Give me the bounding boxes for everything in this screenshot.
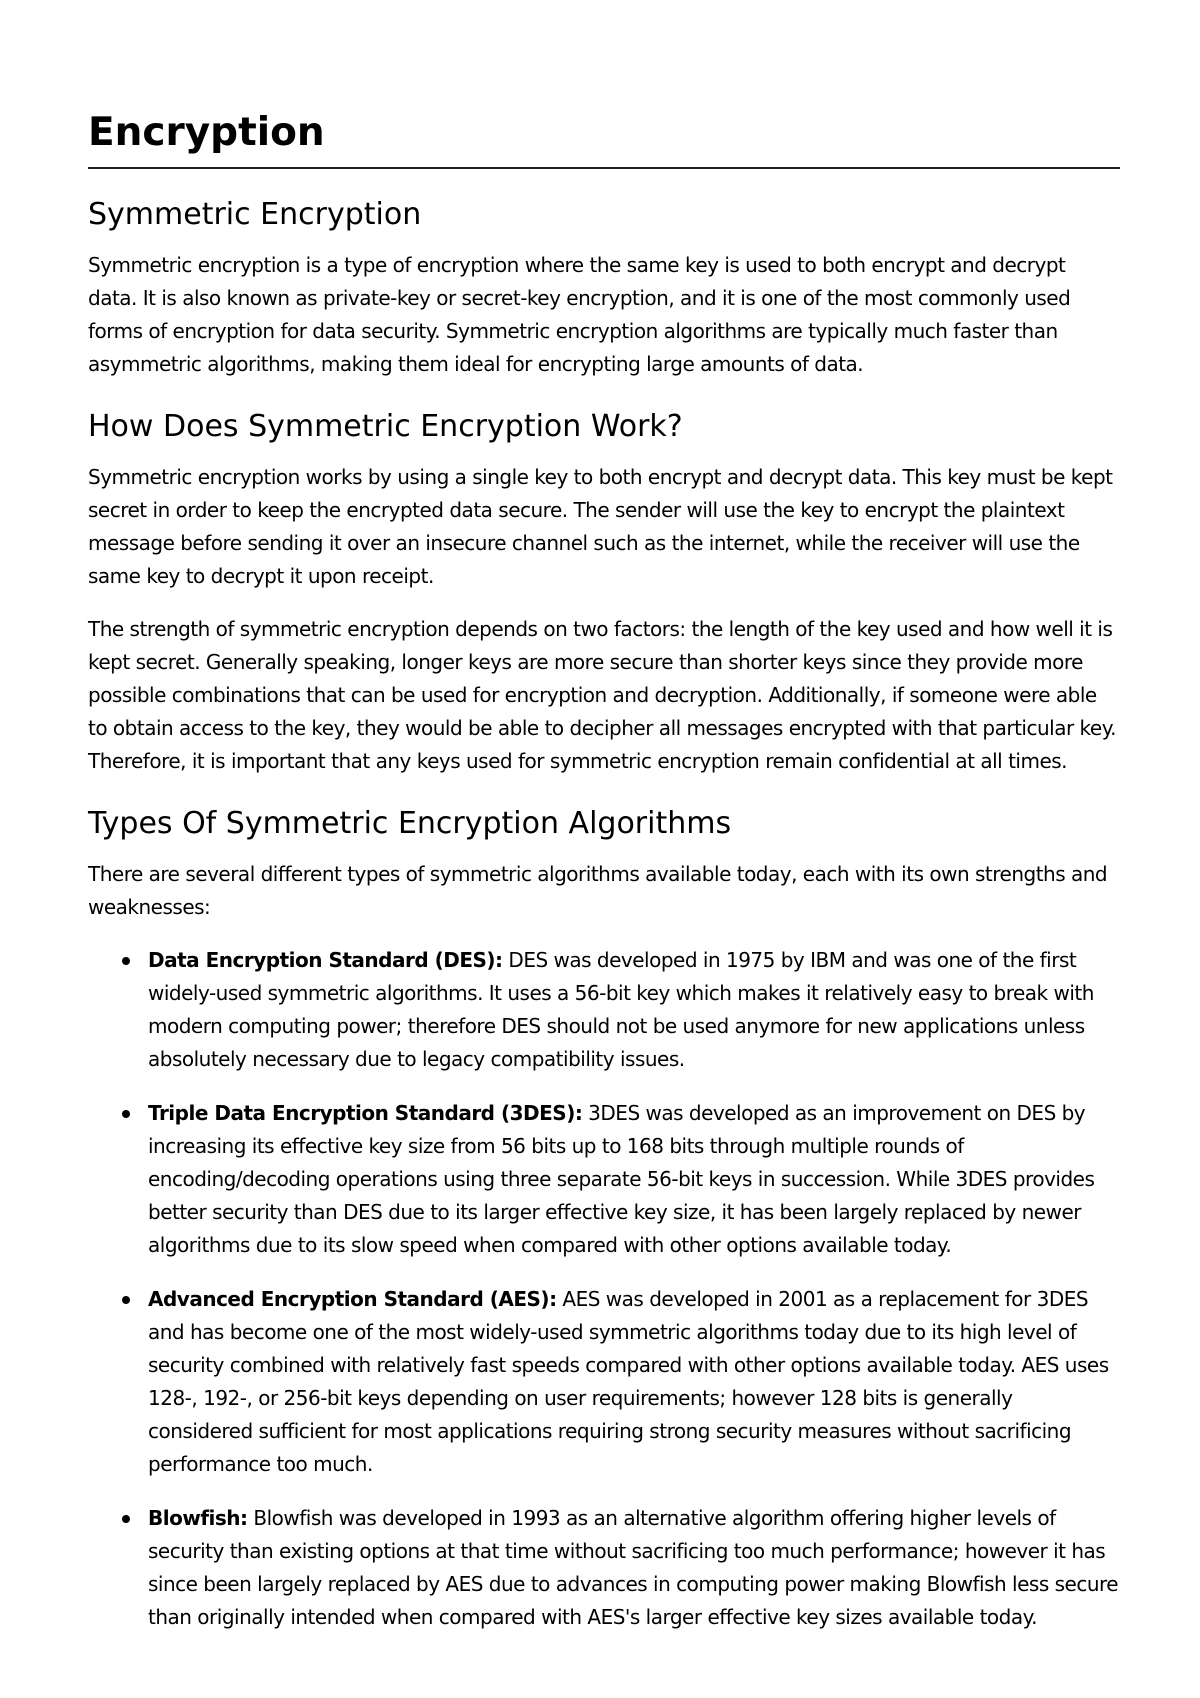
list-item-text: Blowfish was developed in 1993 as an alternative algorithm offering higher levels of security than existing options at that time without sacrificing too much performance; however it has since been largely replaced by AES due to advances in computing power making Blowfish less secure than originally intended when compared with AES's larger effective key sizes available today. xyxy=(148,1505,1119,1629)
paragraph-symmetric-intro: Symmetric encryption is a type of encryption where the same key is used to both encrypt and decrypt data. It is also known as private-key or secret-key encryption, and it is one of the most commonly used forms of encryption for data security. Symmetric encryption algorithms are typically much faster than asymmetric algorithms, making them ideal for encrypting large amounts of data. xyxy=(88,252,1071,376)
list-item-text: DES was developed in 1975 by IBM and was one of the first widely-used symmetric algorithms. It uses a 56-bit key which makes it relatively easy to break with modern computing power; therefore DES should not be used anymore for new applications unless absolutely necessary due to legacy compatibility issues. xyxy=(148,947,1094,1071)
section-heading-how-it-works: How Does Symmetric Encryption Work? xyxy=(88,408,683,444)
list-item-term: Data Encryption Standard (DES): xyxy=(148,947,503,972)
list-item-aes xyxy=(148,1283,1120,1481)
paragraph-how-it-works: Symmetric encryption works by using a single key to both encrypt and decrypt data. This key must be kept secret in order to keep the encrypted data secure. The sender will use the key to encrypt the plaintext message before sending it over an insecure channel such as the internet, while the receiver will use the same key to decrypt it upon receipt. xyxy=(88,464,1113,588)
list-item-term: Blowfish: xyxy=(148,1505,248,1530)
page-title: Encryption xyxy=(88,112,1120,169)
list-item-text: 3DES was developed as an improvement on DES by increasing its effective key size from 56 bits up to 168 bits through multiple rounds of encoding/decoding operations using three separate 56-bit keys in succession. While 3DES provides better security than DES due to its larger effective key size, it has been largely replaced by newer algorithms due to its slow speed when compared with other options available today. xyxy=(148,1100,1095,1257)
list-item-term: Advanced Encryption Standard (AES): xyxy=(148,1286,557,1311)
bullet-icon xyxy=(122,1296,130,1304)
paragraph-algorithm-types-intro: There are several different types of symmetric algorithms available today, each with its own strengths and weaknesses: xyxy=(88,861,1108,919)
algorithm-list xyxy=(88,944,1120,1634)
list-item-term: Triple Data Encryption Standard (3DES): xyxy=(148,1100,583,1125)
bullet-icon xyxy=(122,1110,130,1118)
paragraph-key-strength: The strength of symmetric encryption depends on two factors: the length of the key used and how well it is kept secret. Generally speaking, longer keys are more secure than shorter keys since they provide more possible combinations that can be used for encryption and decryption. Additionally, if someone were able to obtain access to the key, they would be able to decipher all messages encrypted with that particular key. Therefore, it is important that any keys used for symmetric encryption remain confidential at all times. xyxy=(88,616,1117,773)
section-heading-algorithm-types: Types Of Symmetric Encryption Algorithms xyxy=(88,805,732,841)
list-item-3des xyxy=(148,1097,1120,1262)
list-item-blowfish xyxy=(148,1502,1120,1634)
list-item-des xyxy=(148,944,1120,1076)
list-item-text: AES was developed in 2001 as a replacement for 3DES and has become one of the most widely-used symmetric algorithms today due to its high level of security combined with relatively fast speeds compared with other options available today. AES uses 128-, 192-, or 256-bit keys depending on user requirements; however 128 bits is generally considered sufficient for most applications requiring strong security measures without sacrificing performance too much. xyxy=(148,1286,1109,1476)
bullet-icon xyxy=(122,957,130,965)
section-heading-symmetric-encryption: Symmetric Encryption xyxy=(88,196,422,232)
bullet-icon xyxy=(122,1515,130,1523)
